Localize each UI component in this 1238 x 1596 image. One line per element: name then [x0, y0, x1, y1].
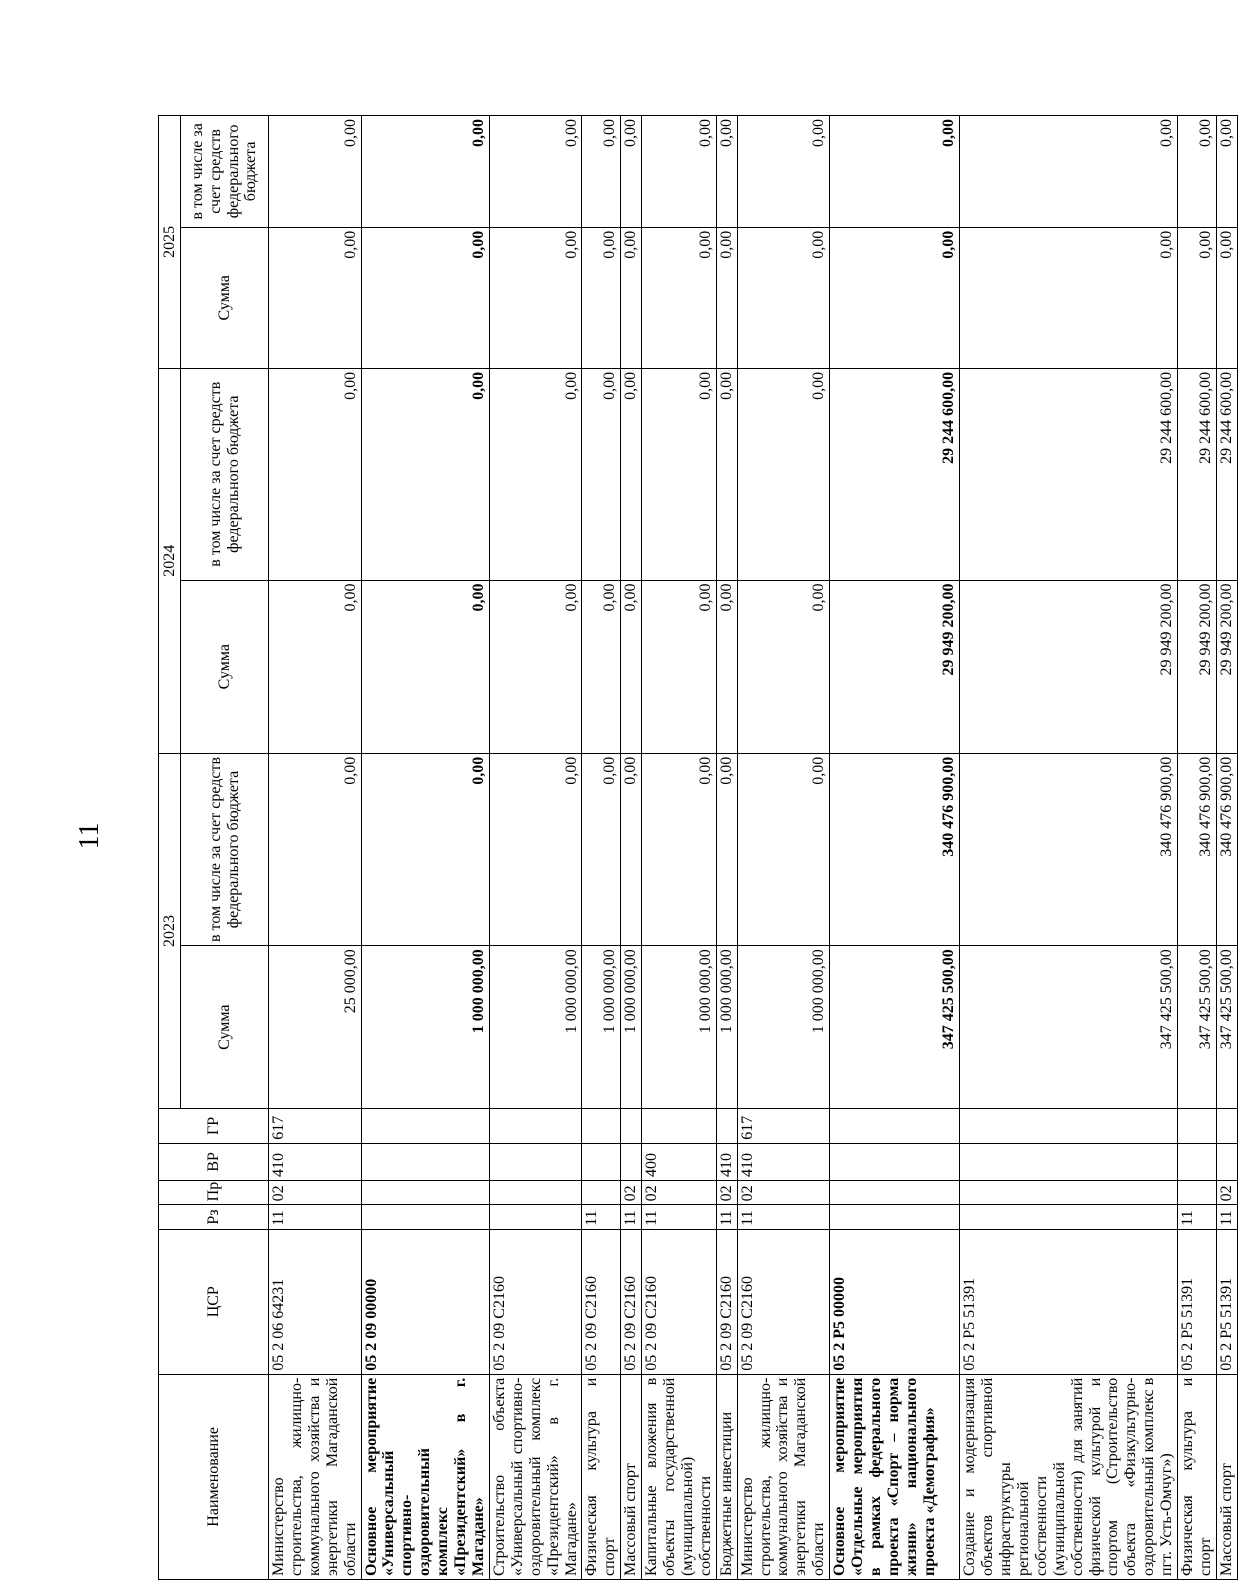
table-row [1178, 116, 1217, 1580]
row-federal-2025: 0,00 [269, 116, 362, 228]
header-csr: ЦСР [159, 1229, 269, 1374]
row-federal-2024: 0,00 [361, 368, 489, 580]
page-number: 11 [74, 822, 105, 850]
row-csr: 05 2 09 С2160 [737, 1229, 830, 1374]
row-gr: 617 [737, 1109, 830, 1144]
row-name: Создание и модернизация объектов спортивной инфраструктуры региональной собственности (муниципальной собственности) для занятий физической культурой и спортом (Строительство объекта «Физкультурно-оздоровительный комплекс в пгт. Усть-Омчуг») [960, 1374, 1178, 1579]
row-sum-2025: 0,00 [830, 227, 960, 368]
row-federal-2024: 29 244 600,00 [960, 368, 1178, 580]
row-sum-2024: 0,00 [642, 580, 717, 753]
table-row [960, 116, 1178, 1580]
row-name: Капитальные вложения в объекты государственной (муниципальной) собственности [642, 1374, 717, 1579]
row-name: Министерство строительства, жилищно-коммунального хозяйства и энергетики Магаданской области [737, 1374, 830, 1579]
row-sum-2024: 29 949 200,00 [960, 580, 1178, 753]
row-gr [1216, 1109, 1237, 1144]
header-federal: в том числе за счет средств федерального бюджета [181, 116, 269, 228]
row-sum-2023: 1 000 000,00 [621, 946, 642, 1109]
row-csr: 05 2 06 64231 [269, 1229, 362, 1374]
row-vr: 410 [716, 1143, 737, 1180]
row-gr [642, 1109, 717, 1144]
row-federal-2024: 0,00 [737, 368, 830, 580]
row-federal-2023: 0,00 [621, 753, 642, 945]
row-sum-2023: 1 000 000,00 [716, 946, 737, 1109]
row-pr: 02 [716, 1180, 737, 1204]
table-row [621, 116, 642, 1580]
budget-table [158, 115, 1238, 1580]
header-sum: Сумма [181, 946, 269, 1109]
header-sum: Сумма [181, 227, 269, 368]
row-name: Массовый спорт [621, 1374, 642, 1579]
header-gr: ГР [159, 1109, 269, 1144]
row-federal-2023: 340 476 900,00 [1216, 753, 1237, 945]
row-name: Бюджетные инвестиции [716, 1374, 737, 1579]
row-name: Министерство строительства, жилищно-коммунального хозяйства и энергетики Магаданской области [269, 1374, 362, 1579]
row-rz: 11 [582, 1205, 621, 1229]
row-federal-2023: 340 476 900,00 [1178, 753, 1217, 945]
row-federal-2025: 0,00 [489, 116, 582, 228]
row-federal-2024: 29 244 600,00 [1216, 368, 1237, 580]
row-sum-2024: 0,00 [269, 580, 362, 753]
row-csr: 05 2 09 С2160 [642, 1229, 717, 1374]
row-federal-2024: 0,00 [489, 368, 582, 580]
row-sum-2023: 347 425 500,00 [1178, 946, 1217, 1109]
row-sum-2023: 1 000 000,00 [642, 946, 717, 1109]
row-csr: 05 2 Р5 51391 [1216, 1229, 1237, 1374]
row-sum-2023: 347 425 500,00 [960, 946, 1178, 1109]
row-federal-2025: 0,00 [582, 116, 621, 228]
row-pr [1178, 1180, 1217, 1204]
table-header [159, 116, 269, 1580]
table-row [716, 116, 737, 1580]
row-sum-2024: 29 949 200,00 [1216, 580, 1237, 753]
table-row [489, 116, 582, 1580]
header-pr: Пр [159, 1180, 269, 1204]
row-federal-2025: 0,00 [1178, 116, 1217, 228]
row-sum-2025: 0,00 [1216, 227, 1237, 368]
row-federal-2023: 0,00 [489, 753, 582, 945]
row-pr [830, 1180, 960, 1204]
row-rz [830, 1205, 960, 1229]
row-vr [621, 1143, 642, 1180]
row-federal-2024: 29 244 600,00 [830, 368, 960, 580]
header-year-2024: 2024 [159, 368, 181, 753]
row-federal-2023: 0,00 [642, 753, 717, 945]
row-gr [621, 1109, 642, 1144]
row-sum-2023: 347 425 500,00 [830, 946, 960, 1109]
row-rz [960, 1205, 1178, 1229]
row-sum-2023: 1 000 000,00 [361, 946, 489, 1109]
row-rz [489, 1205, 582, 1229]
row-federal-2025: 0,00 [361, 116, 489, 228]
row-name: Физическая культура и спорт [582, 1374, 621, 1579]
row-rz [361, 1205, 489, 1229]
row-vr [1178, 1143, 1217, 1180]
row-sum-2023: 1 000 000,00 [737, 946, 830, 1109]
row-vr: 410 [269, 1143, 362, 1180]
row-name: Физическая культура и спорт [1178, 1374, 1217, 1579]
row-sum-2025: 0,00 [642, 227, 717, 368]
row-csr: 05 2 09 00000 [361, 1229, 489, 1374]
row-vr [960, 1143, 1178, 1180]
row-csr: 05 2 Р5 00000 [830, 1229, 960, 1374]
row-sum-2025: 0,00 [737, 227, 830, 368]
row-sum-2025: 0,00 [1178, 227, 1217, 368]
row-sum-2024: 0,00 [489, 580, 582, 753]
row-pr [361, 1180, 489, 1204]
row-rz: 11 [621, 1205, 642, 1229]
row-name: Основное мероприятие «Отдельные мероприятия в рамках федерального проекта «Спорт – норма жизни» национального проекта «Демография» [830, 1374, 960, 1579]
row-rz: 11 [737, 1205, 830, 1229]
table-row [1216, 116, 1237, 1580]
row-federal-2023: 0,00 [716, 753, 737, 945]
row-rz: 11 [642, 1205, 717, 1229]
table-body [269, 116, 1238, 1580]
row-federal-2024: 0,00 [269, 368, 362, 580]
row-sum-2025: 0,00 [716, 227, 737, 368]
row-federal-2023: 0,00 [582, 753, 621, 945]
row-gr [830, 1109, 960, 1144]
row-vr [1216, 1143, 1237, 1180]
row-sum-2023: 25 000,00 [269, 946, 362, 1109]
row-pr [582, 1180, 621, 1204]
row-sum-2025: 0,00 [582, 227, 621, 368]
row-federal-2025: 0,00 [830, 116, 960, 228]
row-sum-2025: 0,00 [960, 227, 1178, 368]
table-row [642, 116, 717, 1580]
row-federal-2025: 0,00 [642, 116, 717, 228]
row-csr: 05 2 09 С2160 [716, 1229, 737, 1374]
row-name: Строительство объекта «Универсальный спортивно-оздоровительный комплекс «Президентский» в г. Магадане» [489, 1374, 582, 1579]
row-federal-2024: 0,00 [621, 368, 642, 580]
row-gr [1178, 1109, 1217, 1144]
table-row [830, 116, 960, 1580]
row-sum-2024: 0,00 [621, 580, 642, 753]
table-row [269, 116, 362, 1580]
row-gr [489, 1109, 582, 1144]
row-federal-2023: 0,00 [361, 753, 489, 945]
row-csr: 05 2 Р5 51391 [960, 1229, 1178, 1374]
row-federal-2023: 340 476 900,00 [830, 753, 960, 945]
row-rz: 11 [1216, 1205, 1237, 1229]
row-csr: 05 2 09 С2160 [621, 1229, 642, 1374]
row-pr: 02 [642, 1180, 717, 1204]
row-sum-2023: 1 000 000,00 [582, 946, 621, 1109]
row-pr [960, 1180, 1178, 1204]
row-pr: 02 [621, 1180, 642, 1204]
row-rz: 11 [1178, 1205, 1217, 1229]
row-csr: 05 2 09 С2160 [582, 1229, 621, 1374]
row-sum-2024: 0,00 [582, 580, 621, 753]
row-sum-2025: 0,00 [361, 227, 489, 368]
row-pr [489, 1180, 582, 1204]
row-name: Массовый спорт [1216, 1374, 1237, 1579]
row-sum-2024: 0,00 [361, 580, 489, 753]
header-year-2025: 2025 [159, 116, 181, 369]
row-gr: 617 [269, 1109, 362, 1144]
row-federal-2024: 0,00 [716, 368, 737, 580]
row-sum-2023: 347 425 500,00 [1216, 946, 1237, 1109]
row-vr [489, 1143, 582, 1180]
row-sum-2025: 0,00 [489, 227, 582, 368]
row-sum-2024: 29 949 200,00 [830, 580, 960, 753]
row-sum-2025: 0,00 [269, 227, 362, 368]
header-rz: Рз [159, 1205, 269, 1229]
row-sum-2023: 1 000 000,00 [489, 946, 582, 1109]
row-sum-2025: 0,00 [621, 227, 642, 368]
row-pr: 02 [737, 1180, 830, 1204]
row-federal-2025: 0,00 [737, 116, 830, 228]
row-federal-2024: 29 244 600,00 [1178, 368, 1217, 580]
row-sum-2024: 0,00 [737, 580, 830, 753]
row-name: Основное мероприятие «Универсальный спортивно-оздоровительный комплекс «Президентский» в г. Магадане» [361, 1374, 489, 1579]
row-rz: 11 [269, 1205, 362, 1229]
row-csr: 05 2 09 С2160 [489, 1229, 582, 1374]
row-federal-2024: 0,00 [642, 368, 717, 580]
row-rz: 11 [716, 1205, 737, 1229]
row-sum-2024: 29 949 200,00 [1178, 580, 1217, 753]
row-vr: 400 [642, 1143, 717, 1180]
row-sum-2024: 0,00 [716, 580, 737, 753]
row-federal-2024: 0,00 [582, 368, 621, 580]
row-federal-2023: 0,00 [269, 753, 362, 945]
row-vr: 410 [737, 1143, 830, 1180]
header-sum: Сумма [181, 580, 269, 753]
row-gr [716, 1109, 737, 1144]
row-csr: 05 2 Р5 51391 [1178, 1229, 1217, 1374]
row-pr: 02 [1216, 1180, 1237, 1204]
row-federal-2023: 340 476 900,00 [960, 753, 1178, 945]
header-vr: ВР [159, 1143, 269, 1180]
header-year-2023: 2023 [159, 753, 181, 1108]
table-row [582, 116, 621, 1580]
row-federal-2025: 0,00 [1216, 116, 1237, 228]
row-federal-2025: 0,00 [621, 116, 642, 228]
header-name: Наименование [159, 1374, 269, 1579]
header-federal: в том числе за счет средств федерального бюджета [181, 753, 269, 945]
header-federal: в том числе за счет средств федерального бюджета [181, 368, 269, 580]
row-federal-2025: 0,00 [716, 116, 737, 228]
row-vr [582, 1143, 621, 1180]
row-federal-2023: 0,00 [737, 753, 830, 945]
row-gr [960, 1109, 1178, 1144]
row-pr: 02 [269, 1180, 362, 1204]
row-vr [361, 1143, 489, 1180]
table-row [361, 116, 489, 1580]
budget-table-frame [158, 115, 1235, 1580]
row-federal-2025: 0,00 [960, 116, 1178, 228]
row-gr [582, 1109, 621, 1144]
table-row [737, 116, 830, 1580]
row-gr [361, 1109, 489, 1144]
row-vr [830, 1143, 960, 1180]
